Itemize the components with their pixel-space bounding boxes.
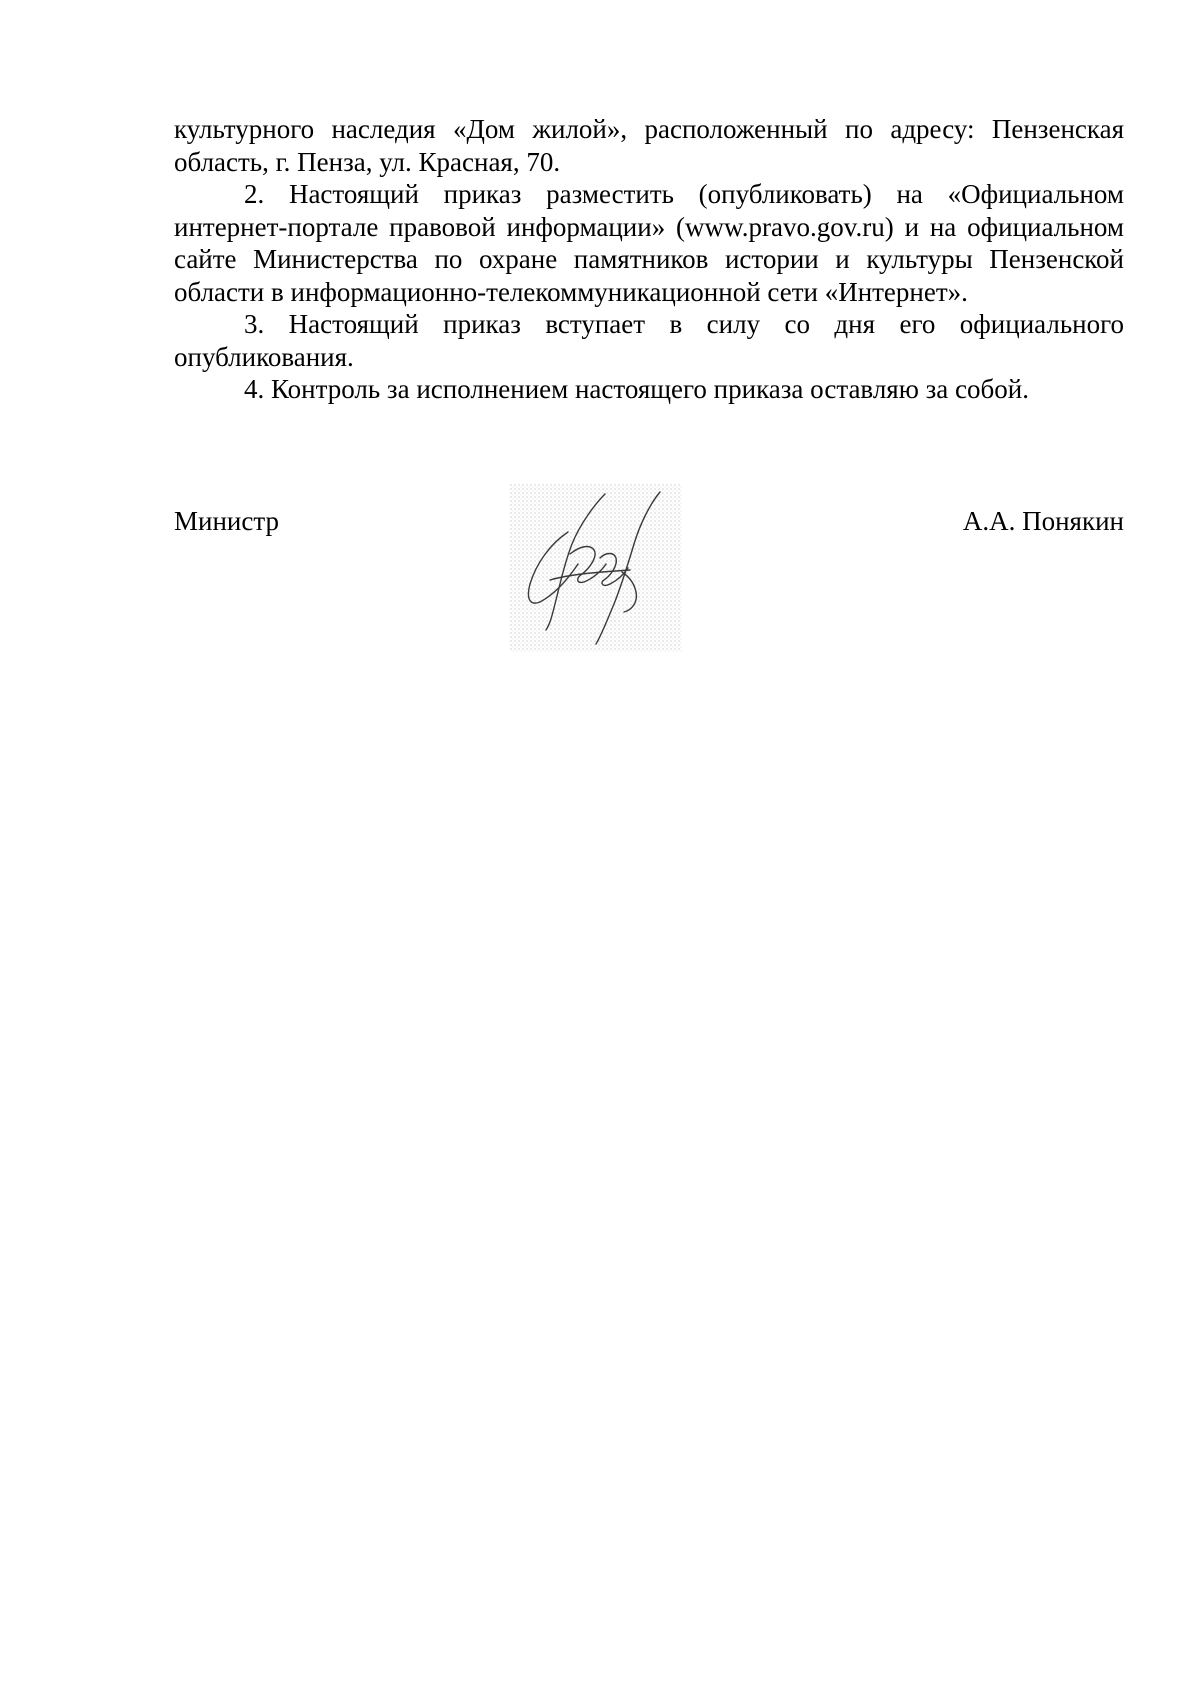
signatory-name: А.А. Понякин (962, 506, 1124, 536)
document-body (174, 113, 1124, 406)
paragraph-continuation: культурного наследия «Дом жилой», расположенный по адресу: Пензенская область, г. Пенза, ул. Красная, 70. (174, 114, 1124, 177)
paragraph-item-3: 3. Настоящий приказ вступает в силу со дня его официального опубликования. (174, 309, 1124, 372)
paragraph-item-2: 2. Настоящий приказ разместить (опубликовать) на «Официальном интернет-портале правовой информации» (www.pravo.gov.ru) и на официальном сайте Министерства по охране памятников истории и культуры Пензенской области в информационно-телекоммуникационной сети «Интернет». (174, 179, 1124, 307)
handwritten-signature-icon (510, 484, 682, 652)
paragraph-item-4: 4. Контроль за исполнением настоящего приказа оставляю за собой. (244, 374, 1029, 404)
signatory-title: Министр (174, 506, 279, 536)
